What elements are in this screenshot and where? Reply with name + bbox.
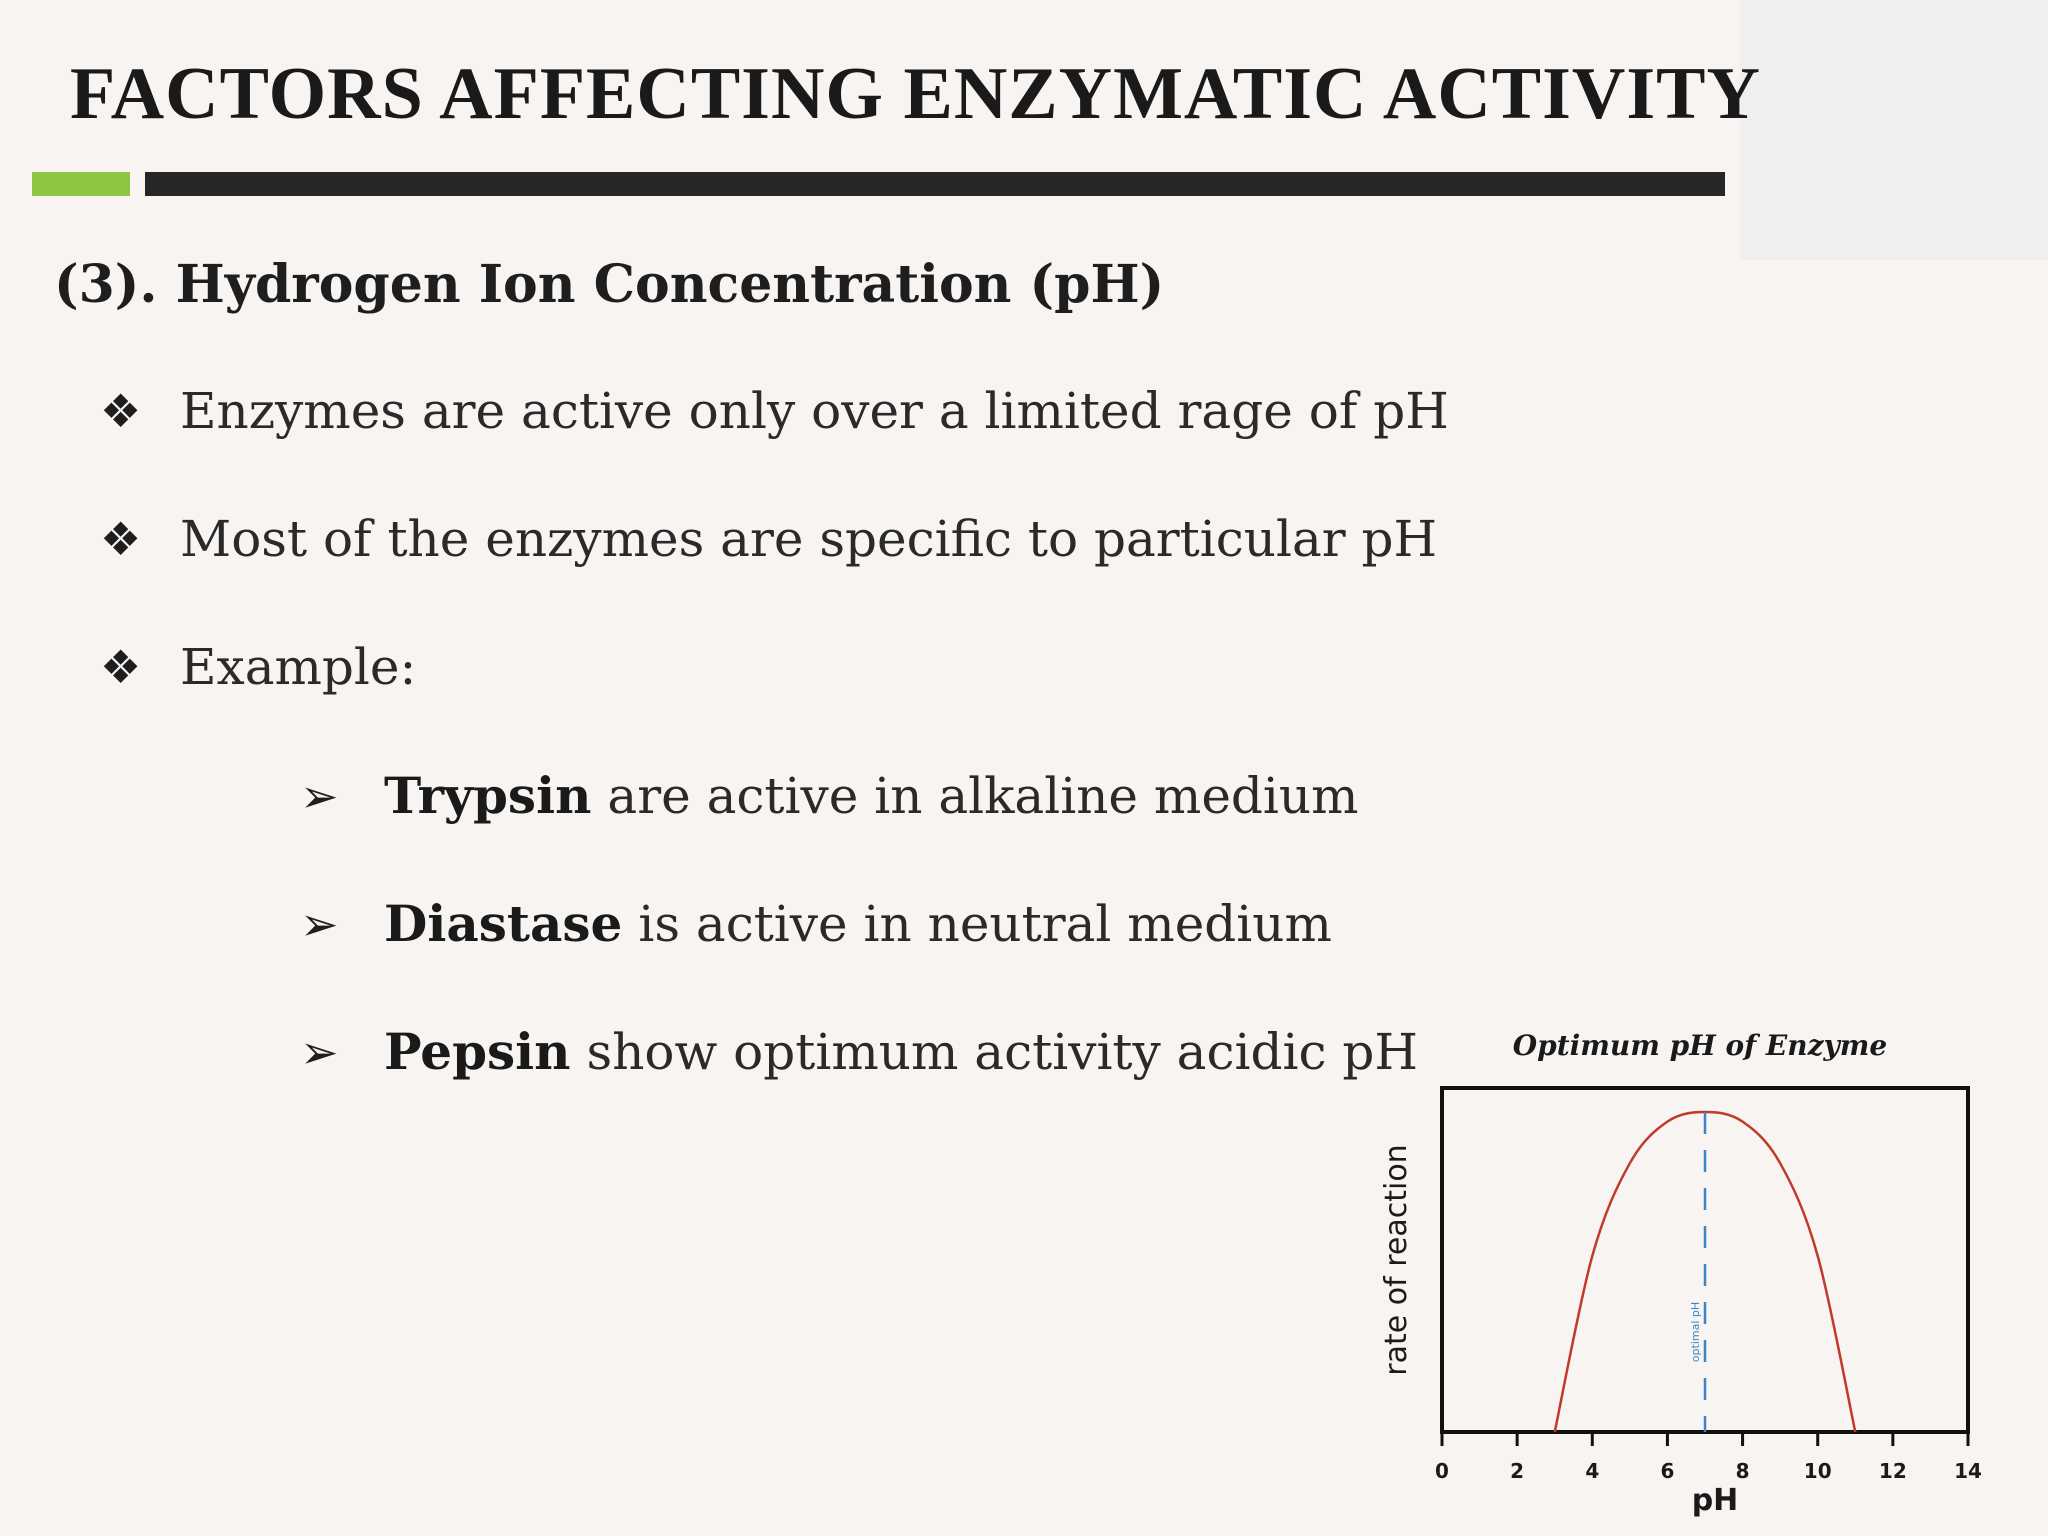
diamond-bullet-icon: ❖ — [100, 384, 142, 438]
example-text: is active in neutral medium — [638, 894, 1332, 953]
chart-canvas — [1370, 1020, 2020, 1525]
x-axis-label: pH — [1691, 1483, 1739, 1518]
accent-bar — [32, 172, 130, 196]
bullet-item — [100, 382, 1449, 440]
example-text: show optimum activity acidic pH — [586, 1022, 1418, 1081]
x-tick-label: 10 — [1803, 1459, 1832, 1483]
arrowhead-bullet-icon: ➢ — [300, 1024, 339, 1079]
title-rule — [145, 172, 1725, 196]
bullet-text: Example: — [180, 638, 417, 696]
y-axis-label: rate of reaction — [1379, 1144, 1414, 1376]
example-item — [300, 1022, 1418, 1081]
bullet-text: Enzymes are active only over a limited rage of pH — [180, 382, 1449, 440]
x-tick-label: 12 — [1878, 1459, 1907, 1483]
background-panel — [1740, 0, 2048, 260]
x-tick-label: 8 — [1735, 1459, 1750, 1483]
arrowhead-bullet-icon: ➢ — [300, 768, 339, 823]
ph-chart — [1370, 1020, 2020, 1525]
example-item — [300, 766, 1359, 825]
example-item — [300, 894, 1332, 953]
enzyme-name: Trypsin — [384, 766, 592, 825]
enzyme-name: Diastase — [384, 894, 623, 953]
slide-title: FACTORS AFFECTING ENZYMATIC ACTIVITY — [70, 53, 1761, 135]
x-tick-label: 2 — [1510, 1459, 1525, 1483]
arrowhead-bullet-icon: ➢ — [300, 896, 339, 951]
chart-title: Optimum pH of Enzyme — [1512, 1029, 1888, 1062]
plot-layer — [1555, 1112, 1856, 1432]
example-text: are active in alkaline medium — [607, 766, 1359, 825]
diamond-bullet-icon: ❖ — [100, 512, 142, 566]
bullet-text: Most of the enzymes are specific to particular pH — [180, 510, 1438, 568]
x-tick-label: 14 — [1954, 1459, 1982, 1483]
bullet-item — [100, 638, 416, 696]
optimum-label: optimal pH — [1689, 1301, 1702, 1363]
section-heading: (3). Hydrogen Ion Concentration (pH) — [54, 254, 1165, 315]
enzyme-name: Pepsin — [384, 1022, 571, 1081]
x-tick-label: 0 — [1435, 1459, 1449, 1483]
x-tick-label: 4 — [1585, 1459, 1600, 1483]
x-axis-ticks — [1435, 1432, 1982, 1483]
diamond-bullet-icon: ❖ — [100, 640, 142, 694]
x-tick-label: 6 — [1660, 1459, 1675, 1483]
bullet-item — [100, 510, 1437, 568]
